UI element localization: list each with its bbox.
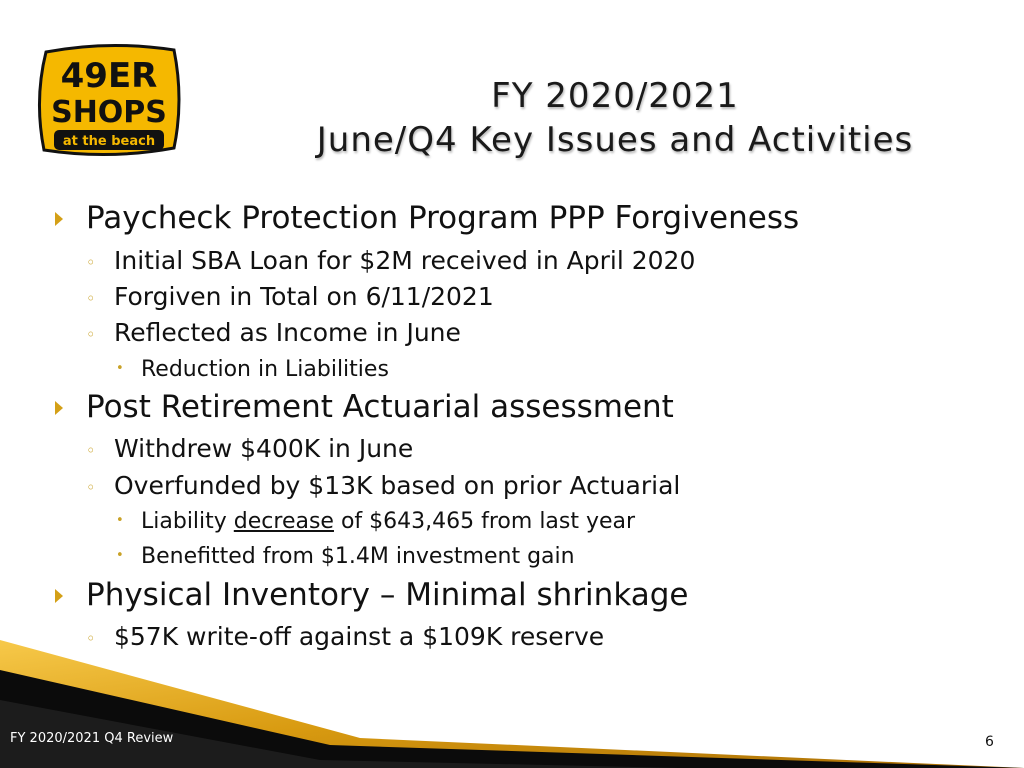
bullet-text: Reflected as Income in June <box>114 318 461 347</box>
logo-line1: 49ER <box>60 56 158 96</box>
bullet-text: Overfunded by $13K based on prior Actuarial <box>114 471 681 500</box>
bullet-text-pre: Liability <box>141 509 234 534</box>
sub-bullet <box>86 282 494 311</box>
dot-bullet-icon: • <box>116 513 124 528</box>
circle-bullet-icon: ◦ <box>86 478 96 497</box>
title-line2: June/Q4 Key Issues and Activities <box>316 120 914 160</box>
bullet-text: Reduction in Liabilities <box>141 357 389 382</box>
bullet-physical-inventory <box>86 577 688 613</box>
bullet-text: Benefitted from $1.4M investment gain <box>141 544 575 569</box>
bullet-ppp <box>86 200 799 236</box>
sub-bullet <box>86 434 414 463</box>
bullet-text: Withdrew $400K in June <box>114 434 414 463</box>
circle-bullet-icon: ◦ <box>86 325 96 344</box>
footer-text: FY 2020/2021 Q4 Review <box>10 731 174 746</box>
arrow-bullet-icon <box>55 401 63 415</box>
bullet-text-underlined: decrease <box>233 509 334 534</box>
bullet-post-retirement <box>86 389 674 425</box>
arrow-bullet-icon <box>55 212 63 226</box>
sub-bullet <box>86 471 681 500</box>
logo-graphic <box>34 40 184 160</box>
footer-decoration <box>0 640 1024 768</box>
dot-bullet-icon: • <box>116 361 124 376</box>
sub-sub-bullet <box>116 509 636 534</box>
bullet-text: Initial SBA Loan for $2M received in April 2020 <box>114 246 696 275</box>
sub-bullet <box>86 246 696 275</box>
49er-shops-logo <box>34 40 184 160</box>
title-line1: FY 2020/2021 <box>491 76 739 116</box>
page-number: 6 <box>985 734 994 750</box>
circle-bullet-icon: ◦ <box>86 629 96 648</box>
sub-sub-bullet <box>116 357 389 382</box>
bullet-text: Physical Inventory – Minimal shrinkage <box>86 577 689 613</box>
circle-bullet-icon: ◦ <box>86 253 96 272</box>
bullet-text: $57K write-off against a $109K reserve <box>114 622 605 651</box>
logo-tagline: at the beach <box>62 134 156 149</box>
bullet-text: Paycheck Protection Program PPP Forgiveness <box>86 200 800 236</box>
sub-bullet <box>86 318 461 347</box>
dot-bullet-icon: • <box>116 548 124 563</box>
bullet-text: Forgiven in Total on 6/11/2021 <box>114 282 494 311</box>
logo-line2: SHOPS <box>51 95 167 130</box>
slide-title <box>240 74 990 162</box>
circle-bullet-icon: ◦ <box>86 441 96 460</box>
circle-bullet-icon: ◦ <box>86 289 96 308</box>
bullet-text-post: of $643,465 from last year <box>333 509 636 534</box>
sub-sub-bullet <box>116 544 575 569</box>
bullet-text: Post Retirement Actuarial assessment <box>86 389 674 425</box>
arrow-bullet-icon <box>55 589 63 603</box>
